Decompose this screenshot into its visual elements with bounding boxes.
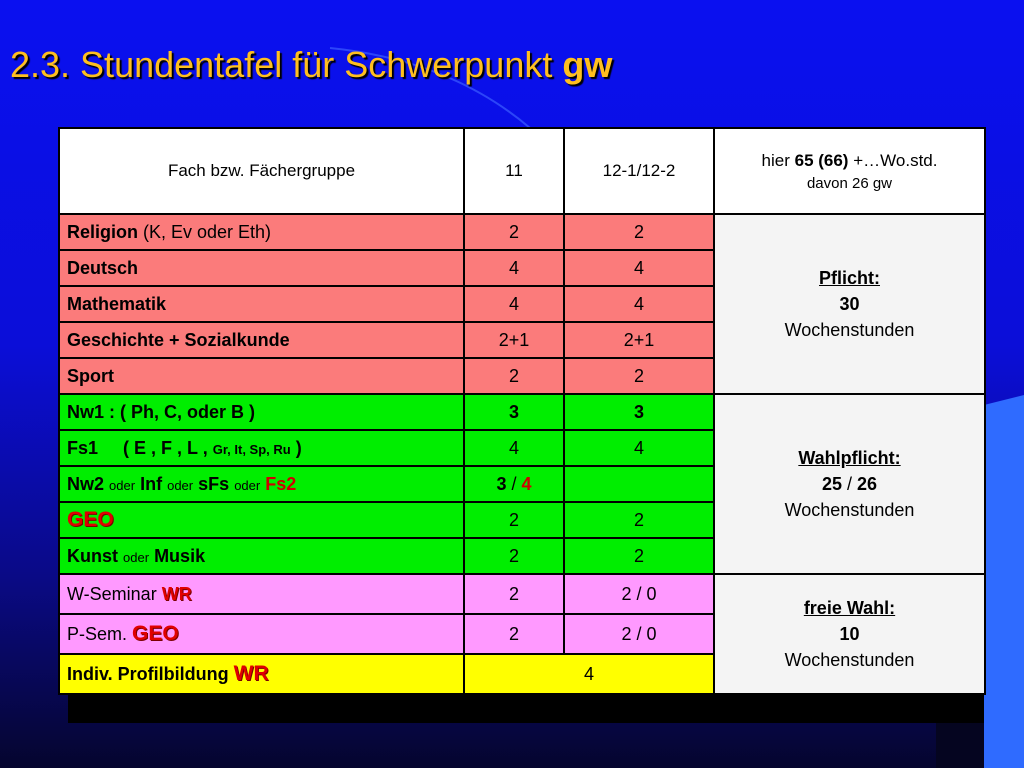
group-freie-wahl: freie Wahl: 10 Wochenstunden [714,574,985,694]
header-subject: Fach bzw. Fächergruppe [59,128,464,214]
hours-combined: 4 [464,654,714,694]
header-grade11: 11 [464,128,564,214]
hours-11: 2 [464,574,564,614]
hours-11: 4 [464,430,564,466]
hours-11: 2 [464,614,564,654]
subject-nw2: Nw2 oder Inf oder sFs oder Fs2 [59,466,464,502]
table-row [59,574,985,614]
header-total-sub: davon 26 gw [806,174,893,192]
hours-12: 2 / 0 [564,574,714,614]
hours-11: 2+1 [464,322,564,358]
header-total: hier 65 (66) +…Wo.std. davon 26 gw [714,128,985,214]
title-emphasis: gw [562,44,613,85]
subject-pseminar: P-Sem. GEO [59,614,464,654]
header-grade12: 12-1/12-2 [564,128,714,214]
hours-11: 3 / 4 [464,466,564,502]
subject-mathematik: Mathematik [59,286,464,322]
subject-nw1: Nw1 : ( Ph, C, oder B ) [59,394,464,430]
slide-title: 2.3. Stundentafel für Schwerpunkt gw [10,44,613,85]
hours-12: 4 [564,250,714,286]
header-row [59,128,985,214]
hours-12: 3 [564,394,714,430]
subject-kunst: Kunst oder Musik [59,538,464,574]
subject-deutsch: Deutsch [59,250,464,286]
group-wahlpflicht: Wahlpflicht: 25 / 26 Wochenstunden [714,394,985,574]
subject-geschichte: Geschichte + Sozialkunde [59,322,464,358]
hours-12: 2 [564,502,714,538]
hours-12: 2+1 [564,322,714,358]
hours-11: 2 [464,538,564,574]
hours-11: 4 [464,250,564,286]
hours-11: 2 [464,214,564,250]
hours-12: 2 [564,358,714,394]
hours-12 [564,466,714,502]
hours-11: 3 [464,394,564,430]
subject-fs1: Fs1 ( E , F , L , Gr, It, Sp, Ru ) [59,430,464,466]
hours-12: 2 / 0 [564,614,714,654]
subject-sport: Sport [59,358,464,394]
hours-11: 2 [464,358,564,394]
table-row [59,214,985,250]
schedule-table [58,127,986,695]
subject-profilbildung: Indiv. Profilbildung WR [59,654,464,694]
hours-12: 2 [564,214,714,250]
hours-12: 4 [564,430,714,466]
hours-12: 2 [564,538,714,574]
group-pflicht: Pflicht: 30 Wochenstunden [714,214,985,394]
subject-wseminar: W-Seminar WR [59,574,464,614]
hours-12: 4 [564,286,714,322]
table-row [59,394,985,430]
hours-11: 4 [464,286,564,322]
subject-geo: GEO [59,502,464,538]
hours-11: 2 [464,502,564,538]
subject-religion: Religion (K, Ev oder Eth) [59,214,464,250]
